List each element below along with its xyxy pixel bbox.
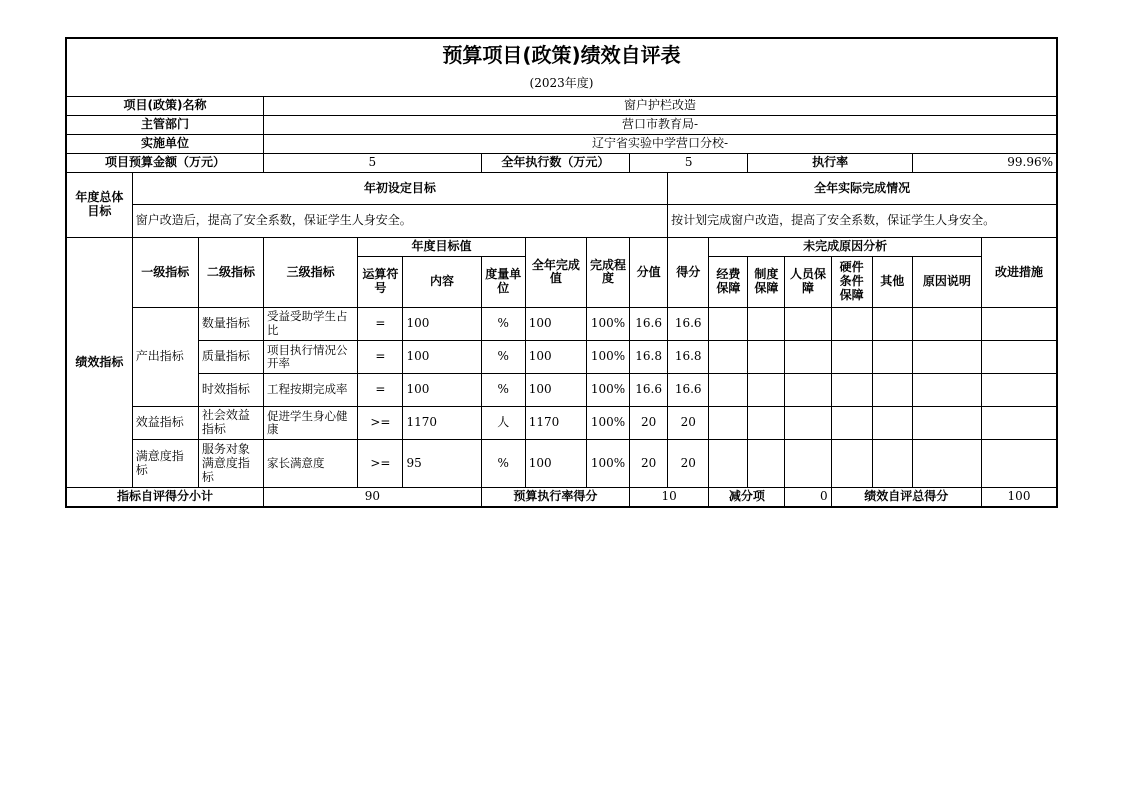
op-cell: =	[358, 373, 403, 406]
unit-cell: %	[481, 340, 525, 373]
l2-cell: 时效指标	[198, 373, 263, 406]
done-cell: 1170	[525, 407, 586, 440]
unit-cell: %	[481, 440, 525, 488]
content-cell: 100	[403, 373, 481, 406]
degree-cell: 100%	[586, 340, 629, 373]
budget-value: 5	[264, 153, 482, 172]
dept-label: 主管部门	[66, 115, 264, 134]
l2-header: 二级指标	[198, 238, 263, 307]
goal-label: 年度总体目标	[66, 173, 132, 238]
l2-cell: 数量指标	[198, 307, 263, 340]
unit-cell: %	[481, 307, 525, 340]
table-row	[66, 440, 1057, 488]
budget-label: 项目预算金额（万元）	[66, 153, 264, 172]
page-title: 预算项目(政策)绩效自评表	[66, 38, 1057, 72]
score-header: 分值	[630, 238, 668, 307]
content-cell: 100	[403, 307, 481, 340]
reason-group-header: 未完成原因分析	[709, 238, 982, 257]
rate-value: 99.96%	[912, 153, 1057, 172]
score-cell: 20	[630, 407, 668, 440]
deduct-value: 0	[785, 488, 831, 507]
degree-cell: 100%	[586, 373, 629, 406]
l1-satisfaction: 满意度指标	[132, 440, 198, 488]
l2-cell: 质量指标	[198, 340, 263, 373]
l3-cell: 家长满意度	[264, 440, 358, 488]
table-row	[66, 373, 1057, 406]
l3-cell: 受益受助学生占比	[264, 307, 358, 340]
reason-system-header: 制度保障	[748, 257, 785, 307]
table-row	[66, 407, 1057, 440]
budget-score-label: 预算执行率得分	[481, 488, 629, 507]
total-value: 100	[982, 488, 1058, 507]
content-cell: 1170	[403, 407, 481, 440]
reason-hardware-header: 硬件条件保障	[831, 257, 872, 307]
l3-header: 三级指标	[264, 238, 358, 307]
content-header: 内容	[403, 257, 481, 307]
reason-note-header: 原因说明	[912, 257, 981, 307]
exec-label: 全年执行数（万元）	[481, 153, 629, 172]
project-name-label: 项目(政策)名称	[66, 96, 264, 115]
op-cell: =	[358, 340, 403, 373]
reason-funding-header: 经费保障	[709, 257, 748, 307]
unit-label: 实施单位	[66, 134, 264, 153]
initial-goal-text: 窗户改造后，提高了安全系数，保证学生人身安全。	[132, 205, 667, 238]
content-cell: 95	[403, 440, 481, 488]
done-header: 全年完成值	[525, 238, 586, 307]
target-group-header: 年度目标值	[358, 238, 525, 257]
unit-cell: 人	[481, 407, 525, 440]
l1-header: 一级指标	[132, 238, 198, 307]
perf-indicator-label: 绩效指标	[66, 238, 132, 488]
op-cell: =	[358, 307, 403, 340]
score-cell: 16.6	[630, 373, 668, 406]
table-row	[66, 340, 1057, 373]
rate-label: 执行率	[748, 153, 912, 172]
project-name: 窗户护栏改造	[264, 96, 1057, 115]
degree-cell: 100%	[586, 407, 629, 440]
performance-table	[65, 37, 1058, 508]
exec-value: 5	[630, 153, 748, 172]
done-cell: 100	[525, 307, 586, 340]
dept-value: 营口市教育局-	[264, 115, 1057, 134]
got-header: 得分	[668, 238, 709, 307]
actual-goal-header: 全年实际完成情况	[668, 173, 1057, 205]
reason-other-header: 其他	[872, 257, 912, 307]
score-cell: 16.8	[630, 340, 668, 373]
degree-header: 完成程度	[586, 238, 629, 307]
score-cell: 20	[630, 440, 668, 488]
deduct-label: 减分项	[709, 488, 785, 507]
op-header: 运算符号	[358, 257, 403, 307]
l2-cell: 社会效益指标	[198, 407, 263, 440]
l3-cell: 项目执行情况公开率	[264, 340, 358, 373]
score-cell: 16.6	[630, 307, 668, 340]
actual-goal-text: 按计划完成窗户改造，提高了安全系数，保证学生人身安全。	[668, 205, 1057, 238]
content-cell: 100	[403, 340, 481, 373]
unit-value: 辽宁省实验中学营口分校-	[264, 134, 1057, 153]
l1-benefit: 效益指标	[132, 407, 198, 440]
budget-score-value: 10	[630, 488, 709, 507]
got-cell: 16.6	[668, 307, 709, 340]
l3-cell: 促进学生身心健康	[264, 407, 358, 440]
l1-output: 产出指标	[132, 307, 198, 406]
got-cell: 16.8	[668, 340, 709, 373]
got-cell: 20	[668, 407, 709, 440]
got-cell: 20	[668, 440, 709, 488]
subtotal-value: 90	[264, 488, 482, 507]
l3-cell: 工程按期完成率	[264, 373, 358, 406]
improve-header: 改进措施	[982, 238, 1058, 307]
degree-cell: 100%	[586, 307, 629, 340]
subtotal-label: 指标自评得分小计	[66, 488, 264, 507]
unit-cell: %	[481, 373, 525, 406]
op-cell: >=	[358, 407, 403, 440]
reason-staff-header: 人员保障	[785, 257, 831, 307]
total-label: 绩效自评总得分	[831, 488, 981, 507]
done-cell: 100	[525, 340, 586, 373]
done-cell: 100	[525, 440, 586, 488]
unit-header: 度量单位	[481, 257, 525, 307]
done-cell: 100	[525, 373, 586, 406]
table-row	[66, 307, 1057, 340]
got-cell: 16.6	[668, 373, 709, 406]
degree-cell: 100%	[586, 440, 629, 488]
year-label: (2023年度)	[66, 72, 1057, 96]
l2-cell: 服务对象满意度指标	[198, 440, 263, 488]
initial-goal-header: 年初设定目标	[132, 173, 667, 205]
op-cell: >=	[358, 440, 403, 488]
